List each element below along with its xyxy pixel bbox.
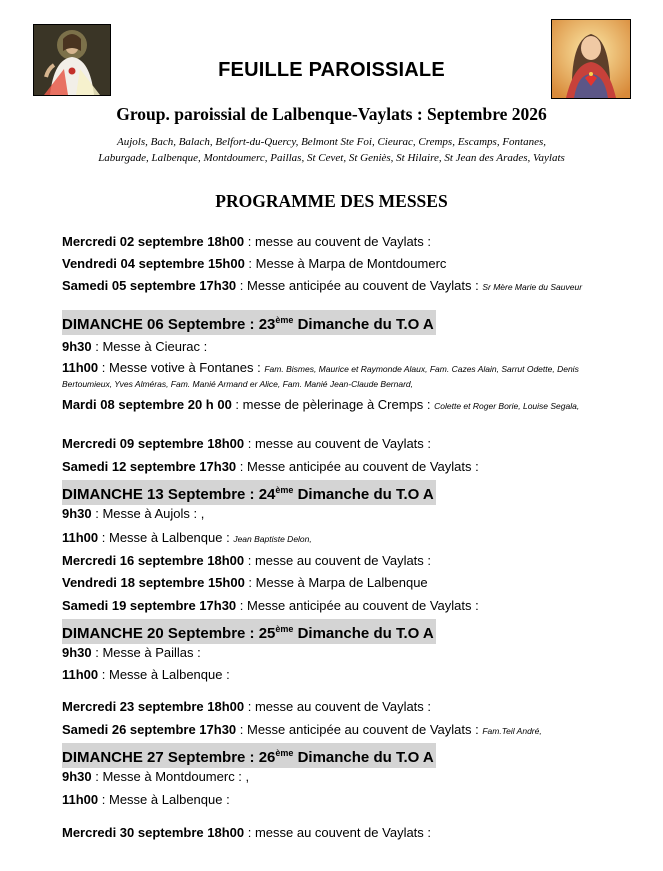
mass-entry bbox=[62, 645, 610, 661]
entry-date: Mardi 08 septembre 20 h 00 bbox=[62, 397, 232, 412]
entry-text: : Messe à Lalbenque : bbox=[98, 792, 230, 807]
sunday-heading-text: DIMANCHE 27 Septembre : 26 bbox=[62, 749, 276, 766]
entry-text: : Messe à Montdoumerc : , bbox=[91, 769, 250, 784]
entry-text: : Messe à Marpa de Montdoumerc bbox=[244, 256, 447, 271]
entry-text: : messe au couvent de Vaylats : bbox=[244, 436, 432, 451]
mass-entry bbox=[62, 575, 610, 591]
mass-entry bbox=[62, 506, 610, 522]
mass-entry bbox=[62, 339, 610, 355]
mass-entry bbox=[62, 234, 610, 250]
entry-text: : Messe anticipée au couvent de Vaylats : bbox=[236, 278, 483, 293]
entry-date: Samedi 26 septembre 17h30 bbox=[62, 722, 237, 737]
entry-text: : messe au couvent de Vaylats : bbox=[244, 553, 432, 568]
mass-entry bbox=[62, 530, 610, 547]
entry-text: : Messe à Lalbenque : bbox=[98, 667, 230, 682]
entry-date: Samedi 12 septembre 17h30 bbox=[62, 459, 237, 474]
entry-text: : Messe à Paillas : bbox=[91, 645, 201, 660]
entry-text: : Messe à Aujols : , bbox=[91, 506, 205, 521]
sunday-heading-suffix: ème bbox=[275, 748, 294, 758]
entry-date: 11h00 bbox=[62, 360, 99, 375]
entry-date: Mercredi 02 septembre 18h00 bbox=[62, 234, 245, 249]
mass-entry bbox=[62, 792, 610, 808]
mass-entry bbox=[62, 553, 610, 569]
entry-date: 9h30 bbox=[62, 645, 92, 660]
entry-date: Vendredi 04 septembre 15h00 bbox=[62, 256, 245, 271]
entry-text: : Messe anticipée au couvent de Vaylats : bbox=[236, 459, 479, 474]
towns-line: Laburgade, Lalbenque, Montdoumerc, Paillas, St Cevet, St Geniès, St Hilaire, St Jean des Arades, Vaylats bbox=[98, 152, 565, 164]
mass-entry bbox=[62, 459, 610, 475]
sunday-heading-text: Dimanche du T.O A bbox=[293, 316, 434, 333]
entry-date: 11h00 bbox=[62, 792, 99, 807]
sunday-heading-suffix: ème bbox=[275, 485, 294, 495]
entry-text: : messe au couvent de Vaylats : bbox=[244, 825, 432, 840]
sunday-heading-text: DIMANCHE 06 Septembre : 23 bbox=[62, 316, 276, 333]
sunday-heading bbox=[62, 480, 436, 505]
entry-date: 11h00 bbox=[62, 667, 99, 682]
mass-entry bbox=[62, 279, 610, 294]
entry-date: Mercredi 16 septembre 18h00 bbox=[62, 553, 245, 568]
entry-date: Mercredi 30 septembre 18h00 bbox=[62, 825, 245, 840]
sunday-heading-text: DIMANCHE 20 Septembre : 25 bbox=[62, 625, 276, 642]
sunday-heading bbox=[62, 619, 436, 644]
mass-entry bbox=[62, 361, 610, 391]
mass-entry bbox=[62, 598, 610, 614]
mass-entry bbox=[62, 667, 610, 683]
entry-date: 11h00 bbox=[62, 530, 99, 545]
sunday-heading-text: Dimanche du T.O A bbox=[293, 749, 434, 766]
entry-text: : messe de pèlerinage à Cremps : bbox=[231, 397, 435, 412]
entry-intention: Fam. Bismes, Maurice et Raymonde Alaux, Fam. Cazes Alain, Sarrut Odette, Denis Bertoumieux, Yves Alméras, Fam. Manié Armand er Alice, Fam. Manié Jean-Claude Bernard, bbox=[62, 364, 579, 389]
entry-date: Mercredi 09 septembre 18h00 bbox=[62, 436, 245, 451]
section-title: PROGRAMME DES MESSES bbox=[215, 191, 448, 211]
sunday-heading bbox=[62, 743, 436, 768]
mass-entry bbox=[62, 825, 610, 841]
entry-text: : Messe anticipée au couvent de Vaylats : bbox=[236, 598, 479, 613]
entry-date: 9h30 bbox=[62, 769, 92, 784]
entry-date: Samedi 05 septembre 17h30 bbox=[62, 278, 237, 293]
entry-intention: Fam.Teil André, bbox=[482, 726, 542, 736]
towns-line: Aujols, Bach, Balach, Belfort-du-Quercy, Belmont Ste Foi, Cieurac, Cremps, Escamps, Fontanes, bbox=[116, 136, 547, 148]
entry-text: : Messe à Lalbenque : bbox=[98, 530, 234, 545]
mass-entry bbox=[62, 722, 610, 739]
page-title: FEUILLE PAROISSIALE bbox=[218, 59, 445, 81]
entry-text: : Messe anticipée au couvent de Vaylats : bbox=[236, 722, 483, 737]
entry-date: 9h30 bbox=[62, 339, 92, 354]
entry-date: Vendredi 18 septembre 15h00 bbox=[62, 575, 245, 590]
parish-group-subtitle: Group. paroissial de Lalbenque-Vaylats : Septembre 2026 bbox=[116, 104, 547, 124]
entry-text: : messe au couvent de Vaylats : bbox=[244, 699, 432, 714]
entry-date: Samedi 19 septembre 17h30 bbox=[62, 598, 237, 613]
entry-text: : Messe à Marpa de Lalbenque bbox=[244, 575, 428, 590]
towns-list bbox=[40, 134, 623, 166]
entry-intention: Jean Baptiste Delon, bbox=[233, 534, 312, 544]
entry-intention: Colette et Roger Borie, Louise Segala, bbox=[434, 401, 580, 411]
mass-entry bbox=[62, 699, 610, 715]
entry-date: Mercredi 23 septembre 18h00 bbox=[62, 699, 245, 714]
mass-entry bbox=[62, 256, 610, 272]
entry-text: : Messe votive à Fontanes : bbox=[98, 360, 265, 375]
sunday-heading-suffix: ème bbox=[275, 624, 294, 634]
entry-text: : Messe à Cieurac : bbox=[91, 339, 208, 354]
sunday-heading bbox=[62, 310, 436, 335]
mass-entry bbox=[62, 398, 610, 413]
sunday-heading-suffix: ème bbox=[275, 315, 294, 325]
mass-entry bbox=[62, 436, 610, 452]
sunday-heading-text: Dimanche du T.O A bbox=[293, 625, 434, 642]
sunday-heading-text: DIMANCHE 13 Septembre : 24 bbox=[62, 486, 276, 503]
sunday-heading-text: Dimanche du T.O A bbox=[293, 486, 434, 503]
mass-entry bbox=[62, 769, 610, 785]
entry-date: 9h30 bbox=[62, 506, 92, 521]
entry-text: : messe au couvent de Vaylats : bbox=[244, 234, 432, 249]
entry-intention: Sr Mère Marie du Sauveur bbox=[482, 282, 583, 292]
